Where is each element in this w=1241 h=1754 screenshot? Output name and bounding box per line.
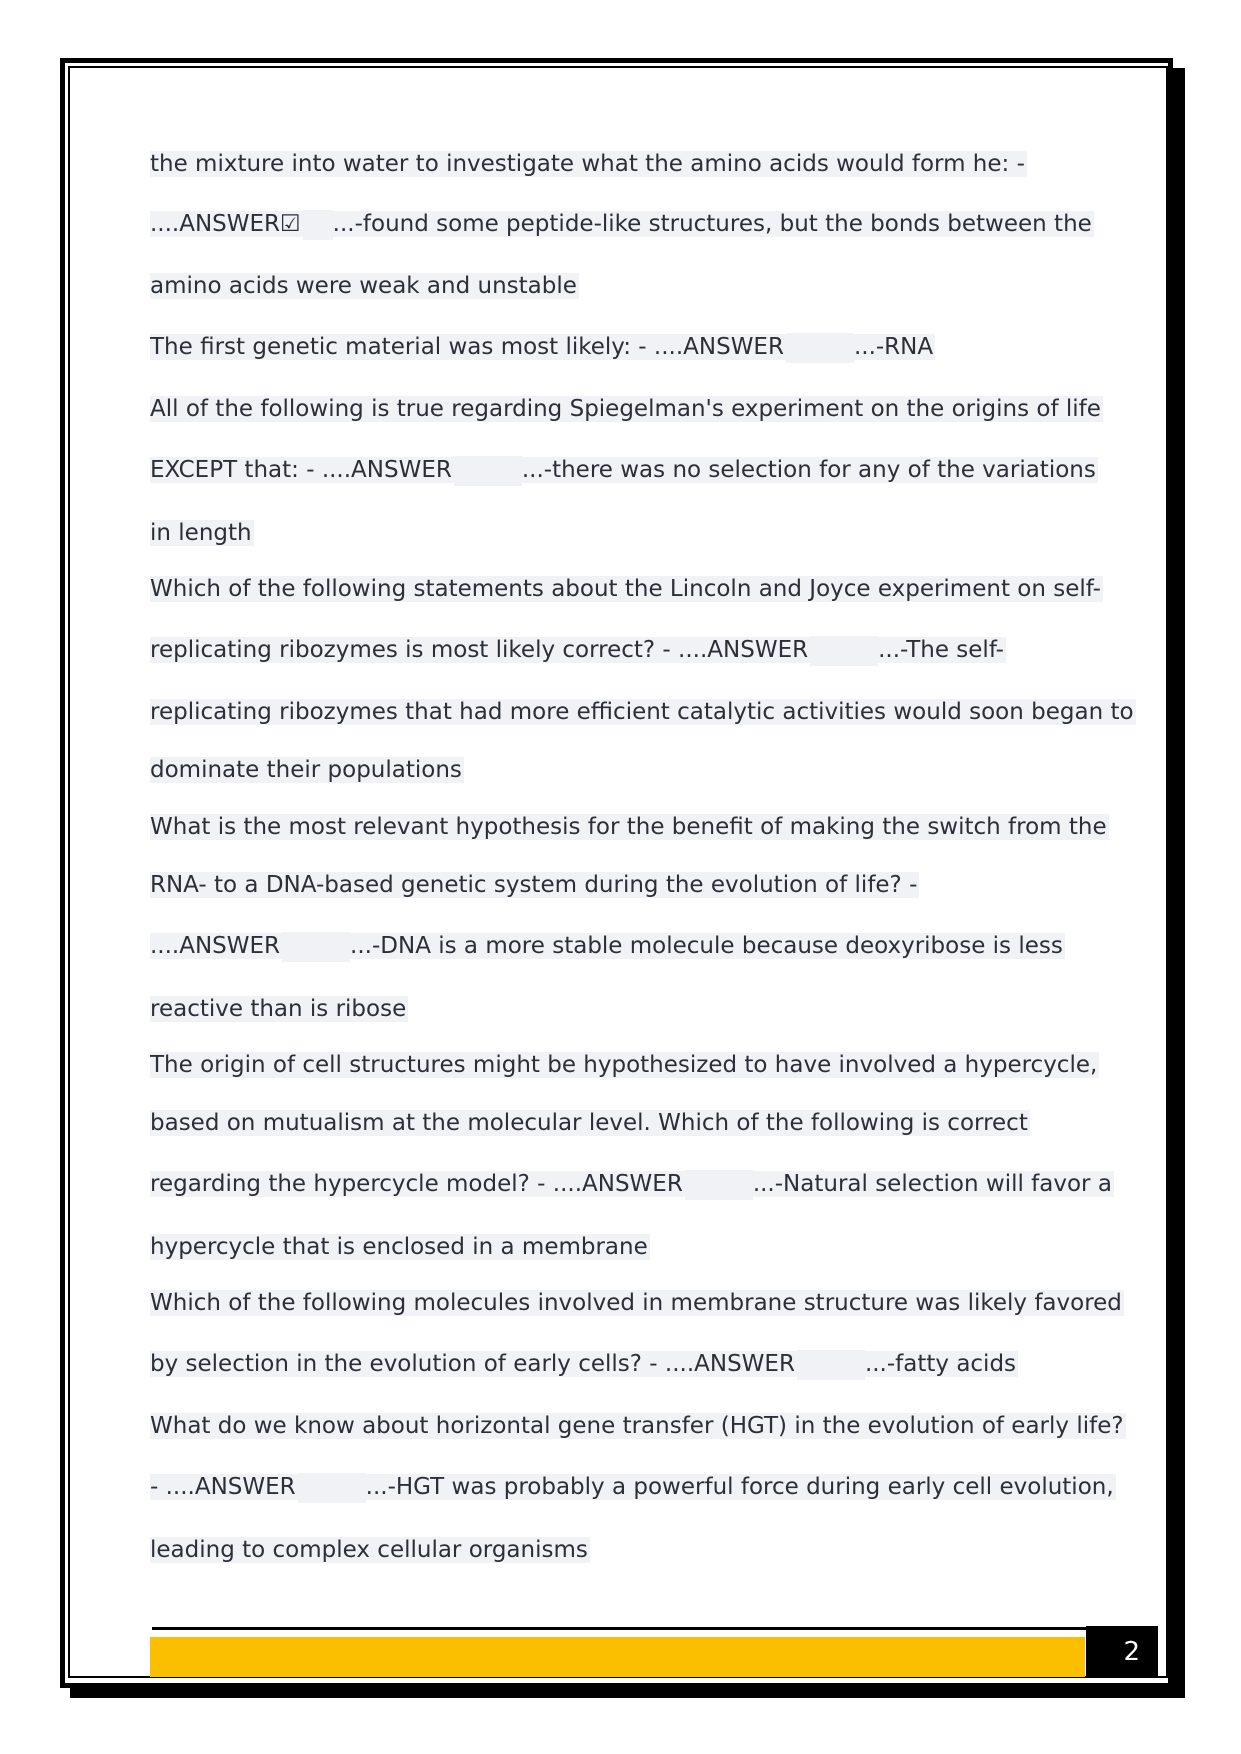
text-line: The first genetic material was most likely: - ....ANSWER ...-RNA <box>150 329 935 365</box>
text-line: RNA- to a DNA-based genetic system during the evolution of life? - <box>150 872 918 898</box>
footer-rule <box>152 1627 1087 1630</box>
text-line: ....ANSWER ...-DNA is a more stable molecule because deoxyribose is less <box>150 928 1065 964</box>
page-number: 2 <box>1086 1626 1158 1678</box>
text-line: The origin of cell structures might be hypothesized to have involved a hypercycle, <box>150 1052 1098 1078</box>
text-line: dominate their populations <box>150 757 462 783</box>
text-line: ....ANSWER☑ ...-found some peptide-like structures, but the bonds between the <box>150 206 1094 242</box>
footer-bar <box>150 1637 1085 1677</box>
text-line: Which of the following statements about the Lincoln and Joyce experiment on self- <box>150 576 1101 602</box>
text-line: leading to complex cellular organisms <box>150 1537 588 1563</box>
text-line: replicating ribozymes that had more efficient catalytic activities would soon began to <box>150 699 1134 725</box>
text-line: in length <box>150 520 252 546</box>
text-line: - ....ANSWER ...-HGT was probably a powerful force during early cell evolution, <box>150 1469 1116 1505</box>
text-line: What do we know about horizontal gene transfer (HGT) in the evolution of early life? <box>150 1413 1124 1439</box>
text-line: amino acids were weak and unstable <box>150 273 577 299</box>
text-line: All of the following is true regarding Spiegelman's experiment on the origins of life <box>150 396 1101 422</box>
text-line: based on mutualism at the molecular level. Which of the following is correct <box>150 1110 1028 1136</box>
text-line: replicating ribozymes is most likely correct? - ....ANSWER ...-The self- <box>150 632 1006 668</box>
text-line: Which of the following molecules involved in membrane structure was likely favored <box>150 1290 1122 1316</box>
text-line: hypercycle that is enclosed in a membrane <box>150 1234 648 1260</box>
text-line: the mixture into water to investigate what the amino acids would form he: - <box>150 151 1025 177</box>
text-line: reactive than is ribose <box>150 996 407 1022</box>
text-line: regarding the hypercycle model? - ....ANSWER ...-Natural selection will favor a <box>150 1166 1114 1202</box>
text-line: by selection in the evolution of early cells? - ....ANSWER ...-fatty acids <box>150 1346 1018 1382</box>
text-line: EXCEPT that: - ....ANSWER ...-there was no selection for any of the variations <box>150 452 1098 488</box>
text-line: What is the most relevant hypothesis for the benefit of making the switch from the <box>150 814 1107 840</box>
